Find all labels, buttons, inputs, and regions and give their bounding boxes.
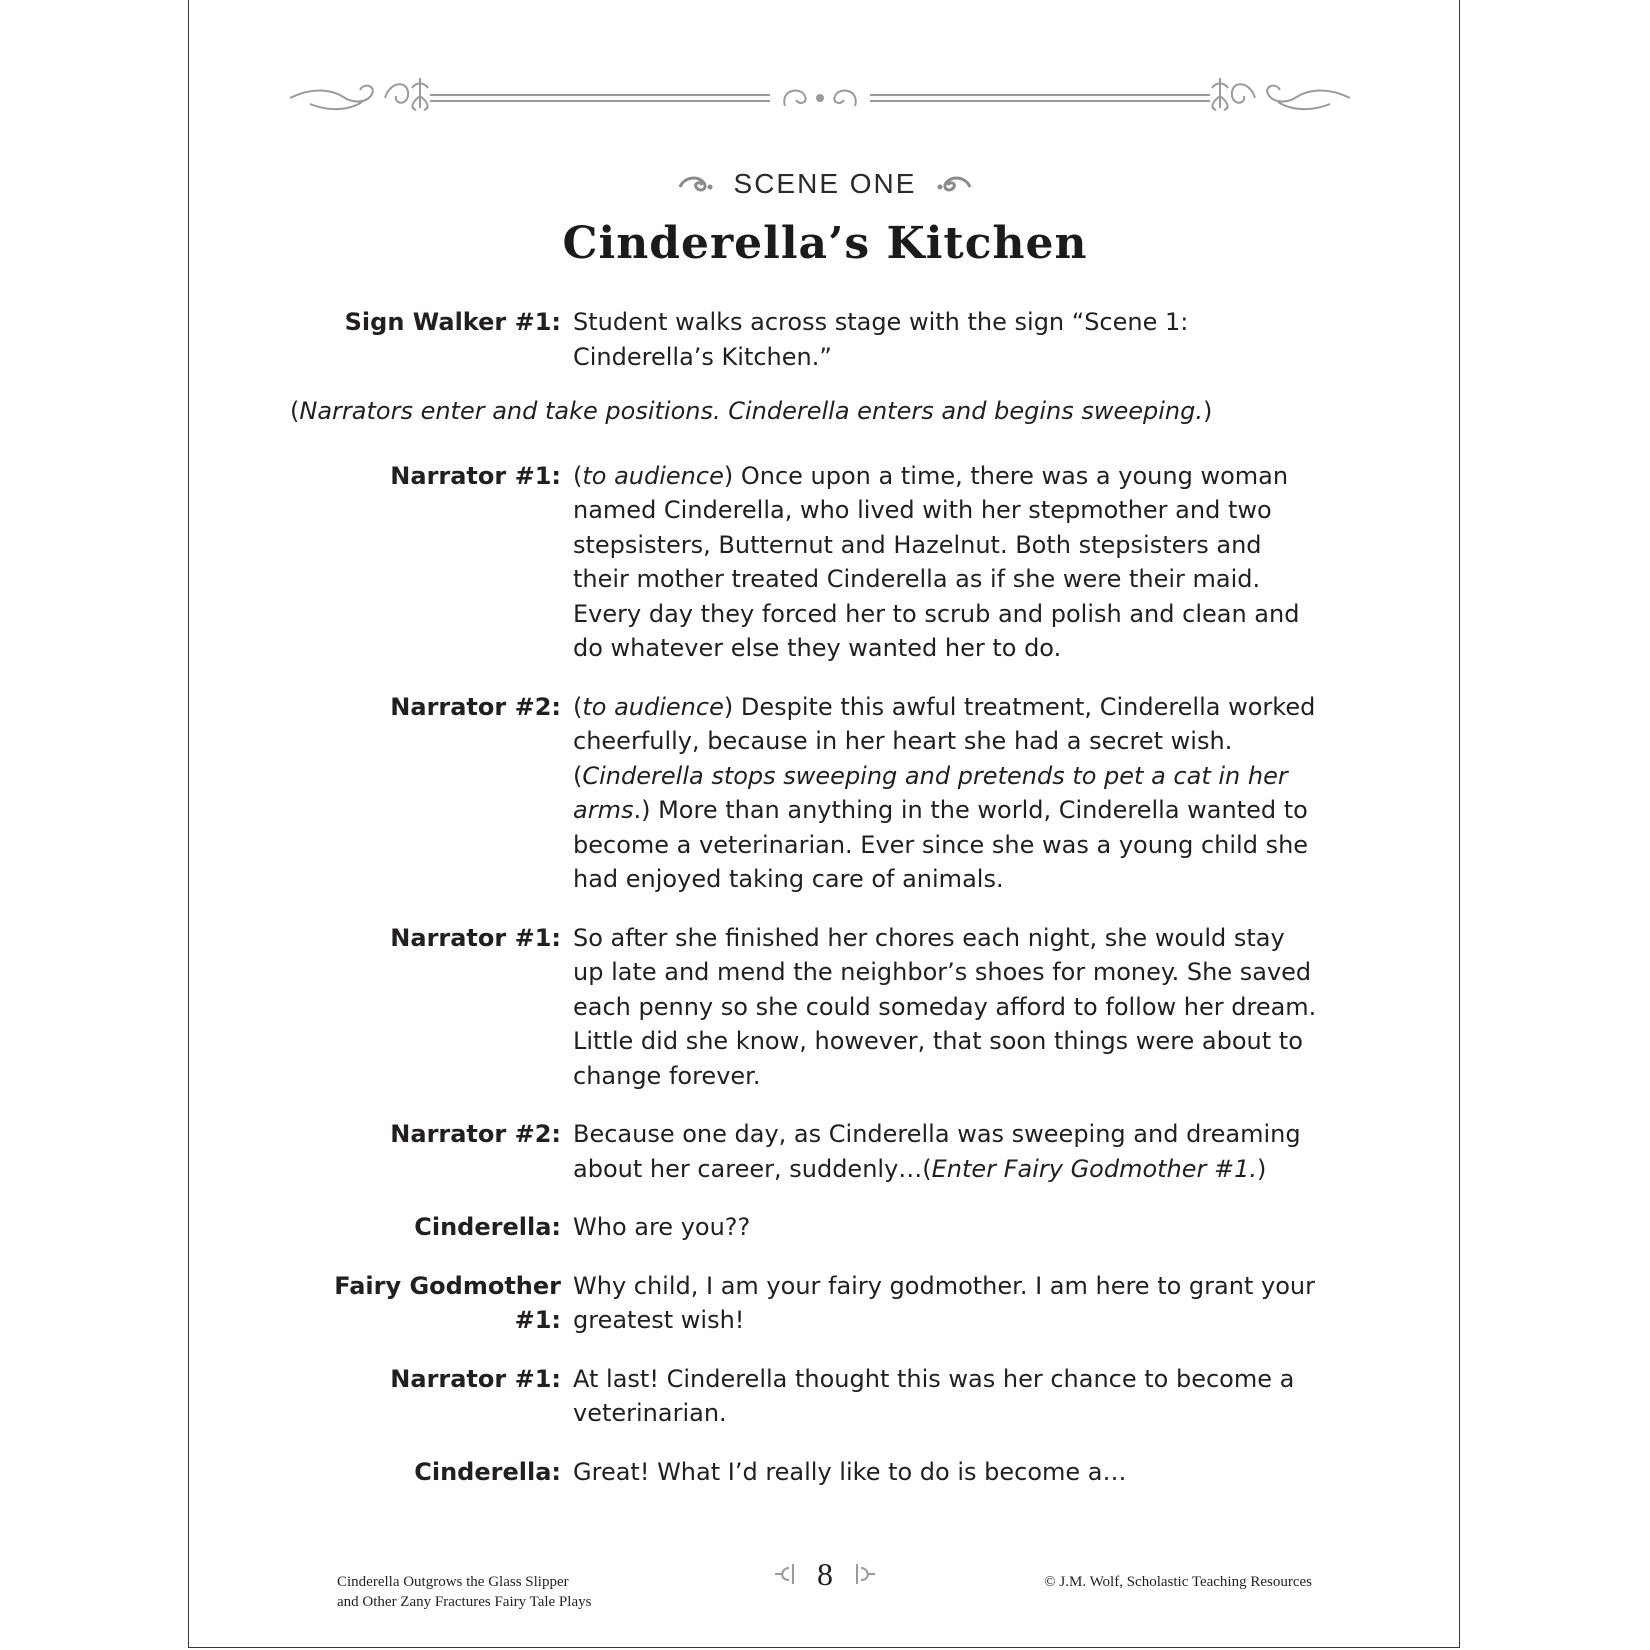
stage-direction: (Narrators enter and take positions. Cinderella enters and begins sweeping.) — [290, 397, 1213, 425]
dialogue-text: Student walks across stage with the sign “Scene 1: Cinderella’s Kitchen.” — [573, 308, 1189, 371]
script-line — [290, 1269, 1320, 1338]
dialogue-text: At last! Cinderella thought this was her chance to become a veterinarian. — [573, 1364, 1295, 1427]
stage-direction-text: Narrators enter and take positions. Cinderella enters and begins sweeping. — [299, 397, 1203, 425]
footer-copyright: © J.M. Wolf, Scholastic Teaching Resources — [1044, 1574, 1312, 1590]
fleur-de-lis-icon — [851, 1562, 879, 1586]
scene-label — [0, 166, 1650, 200]
script-line — [290, 1117, 1320, 1186]
script-line — [290, 690, 1320, 897]
page-number: 8 — [817, 1556, 833, 1592]
dialogue-text: So after she finished her chores each night, she would stay up late and mend the neighbor’s shoes for money. She saved each penny so she could someday afford to follow her dream. Little did she know, however, that soon things were about to change forever. — [573, 923, 1317, 1090]
scene-title: Cinderella’s Kitchen — [562, 218, 1088, 269]
speaker-name: Narrator #2: — [390, 1120, 561, 1148]
script-line — [290, 459, 1320, 666]
speaker-name: Narrator #2: — [390, 692, 561, 721]
page-number-block — [765, 1552, 885, 1596]
speaker-name: Narrator #1: — [390, 461, 561, 490]
dialogue-text: (to audience) Once upon a time, there was a young woman named Cinderella, who lived with her stepmother and two stepsisters, Butternut and Hazelnut. Both stepsisters and their mother treated Cinderella as if she were their maid. Every day they forced her to scrub and polish and clean and do whatever else they wanted her to do. — [573, 461, 1300, 662]
stage-direction-text: to audience — [582, 692, 724, 721]
stage-direction-text: Enter Fairy Godmother #1. — [931, 1154, 1258, 1183]
script-line — [290, 305, 1320, 374]
scroll-flourish-icon — [936, 173, 972, 195]
script-line — [290, 1362, 1320, 1431]
top-ornament — [290, 68, 1350, 128]
speaker-name: Cinderella: — [414, 1213, 561, 1241]
dialogue-text: (to audience) Despite this awful treatment, Cinderella worked cheerfully, because in her heart she had a secret wish. (Cinderella stops sweeping and pretends to pet a cat in her arms.) More than anything in the world, Cinderella wanted to become a veterinarian. Ever since she was a young child she had enjoyed taking care of animals. — [573, 692, 1316, 893]
script-body — [290, 305, 1320, 1513]
dialogue-text: Great! What I’d really like to do is become a… — [573, 1457, 1127, 1486]
footer-book-title: Cinderella Outgrows the Glass Slipper and Other Zany Fractures Fairy Tale Plays — [337, 1574, 592, 1610]
speaker-name: Narrator #1: — [390, 923, 561, 952]
script-line — [290, 1455, 1320, 1490]
stage-direction-text: Cinderella stops sweeping and pretends to pet a cat in her arms — [573, 761, 1288, 824]
speaker-name: Sign Walker #1: — [344, 308, 561, 336]
script-line — [290, 1210, 1320, 1245]
speaker-name: Narrator #1: — [390, 1364, 561, 1393]
script-line — [290, 921, 1320, 1094]
dialogue-text: Why child, I am your fairy godmother. I am here to grant your greatest wish! — [573, 1271, 1315, 1334]
dialogue-text: Because one day, as Cinderella was sweeping and dreaming about her career, suddenly…(Enter Fairy Godmother #1.) — [573, 1120, 1301, 1183]
fleur-de-lis-icon — [771, 1562, 799, 1586]
speaker-name: Cinderella: — [414, 1457, 561, 1486]
scene-label-text: SCENE ONE — [733, 167, 917, 199]
speaker-name: Fairy Godmother #1: — [334, 1271, 561, 1334]
scroll-flourish-icon — [678, 173, 714, 195]
stage-direction-text: to audience — [582, 461, 724, 490]
dialogue-text: Who are you?? — [573, 1213, 751, 1241]
